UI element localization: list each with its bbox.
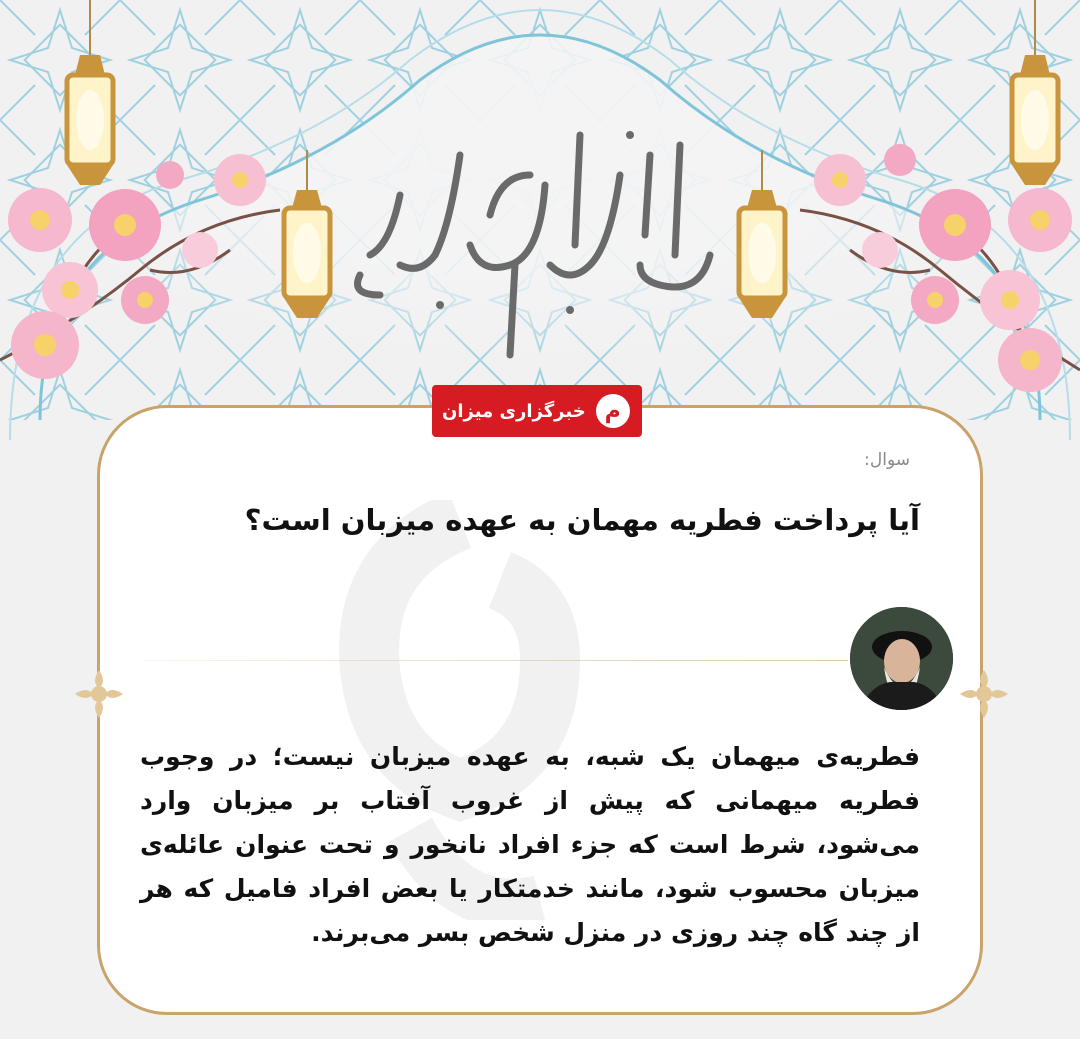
bismillah-calligraphy [340, 115, 740, 365]
divider [143, 660, 848, 661]
avatar [850, 607, 953, 710]
flower-icon [780, 120, 1080, 400]
ornament-icon [958, 668, 1010, 720]
question-title: آیا پرداخت فطریه مهمان به عهده میزبان است؟ [244, 503, 920, 537]
mizan-logo [432, 385, 642, 437]
answer-text: فطریه‌ی میهمان یک شبه، به عهده میزبان نیست؛ در وجوب فطریه میهمانی که پیش از غروب آفتاب بر میزبان وارد می‌شود، شرط است که جزء افراد نانخور و تحت عنوان عائله‌ی میزبان محسوب شود، مانند خدمتکار یا بعض افراد فامیل که هر از چند گاه چند روزی در منزل شخص بسر می‌برند. [140, 742, 920, 947]
logo-mark-icon: م [596, 394, 630, 428]
question-label: سوال: [864, 450, 910, 470]
flower-icon [0, 120, 300, 400]
ornament-icon [73, 668, 125, 720]
logo-text: خبرگزاری میزان [442, 400, 586, 422]
